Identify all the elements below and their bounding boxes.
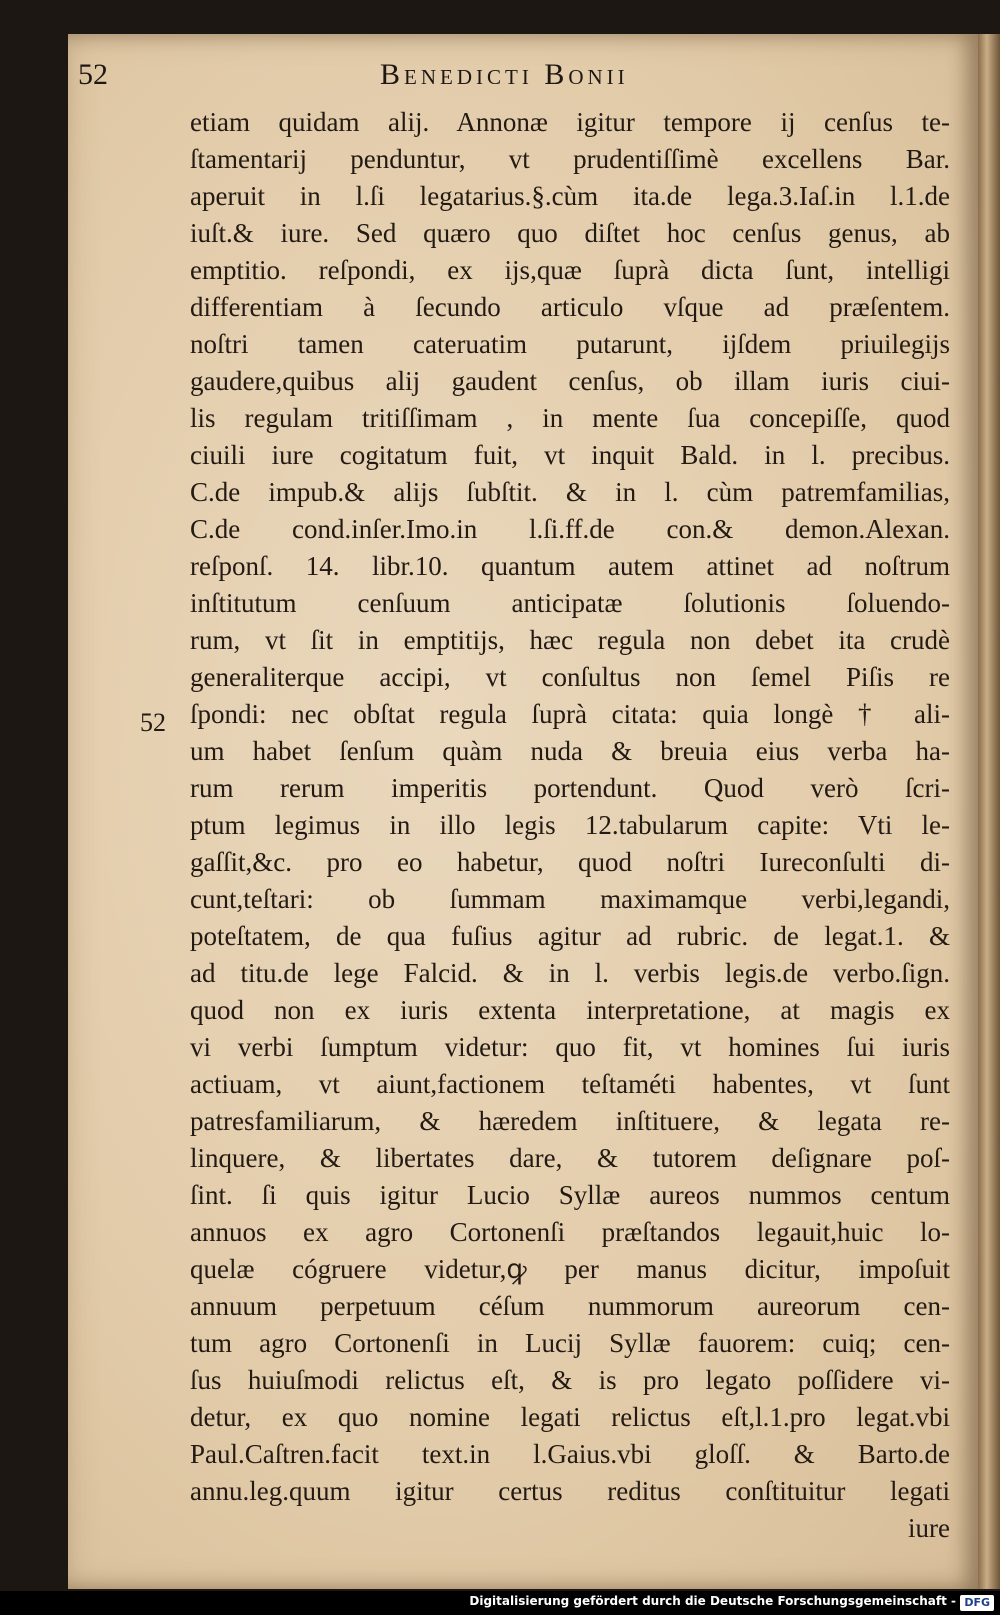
text-line: quelæ cógruere videtur,ꝙ per manus dicitur, impoſuit <box>190 1254 950 1284</box>
text-line: ad titu.de lege Falcid. & in l. verbis legis.de verbo.ſign. <box>190 958 950 988</box>
text-line: reſponſ. 14. libr.10. quantum autem attinet ad noſtrum <box>190 551 950 581</box>
text-line: linquere, & libertates dare, & tutorem deſignare poſ- <box>190 1143 950 1173</box>
page-header <box>0 58 1000 102</box>
text-line: differentiam à ſecundo articulo vſque ad præſentem. <box>190 292 950 322</box>
text-line: ſtamentarij penduntur, vt prudentiſſimè excellens Bar. <box>190 144 950 174</box>
text-line: quod non ex iuris extenta interpretatione, at magis ex <box>190 995 950 1025</box>
text-line: generaliterque accipi, vt conſultus non ſemel Piſis re <box>190 662 950 692</box>
text-line: inſtitutum cenſuum anticipatæ ſolutionis ſoluendo- <box>190 588 950 618</box>
text-line: emptitio. reſpondi, ex ijs,quæ ſuprà dicta ſunt, intelligi <box>190 255 950 285</box>
text-line: ſpondi: nec obſtat regula ſuprà citata: quia longè † ali- <box>190 699 950 729</box>
catchword: iure <box>908 1513 950 1543</box>
text-line: detur, ex quo nomine legati relictus eſt,l.1.pro legat.vbi <box>190 1402 950 1432</box>
text-line: noſtri tamen cateruatim putarunt, ijſdem priuilegijs <box>190 329 950 359</box>
text-line: annuum perpetuum céſum nummorum aureorum cen- <box>190 1291 950 1321</box>
text-line: etiam quidam alij. Annonæ igitur tempore ij cenſus te- <box>190 107 950 137</box>
running-title: Benedicti Bonii <box>380 58 629 91</box>
text-line: lis regulam tritiſſimam , in mente ſua concepiſſe, quod <box>190 403 950 433</box>
text-line: iuſt.& iure. Sed quæro quo diſtet hoc cenſus genus, ab <box>190 218 950 248</box>
page-edge <box>978 34 1000 1589</box>
text-line: ſus huiuſmodi relictus eſt, & is pro legato poſſidere vi- <box>190 1365 950 1395</box>
text-line: um habet ſenſum quàm nuda & breuia eius verba ha- <box>190 736 950 766</box>
body-text <box>190 104 950 1547</box>
text-line: annu.leg.quum igitur certus reditus conſtituitur legati <box>190 1476 950 1506</box>
funding-credit: Digitalisierung gefördert durch die Deutsche Forschungsgemeinschaft - <box>469 1594 956 1608</box>
footer-bar <box>0 1591 1000 1615</box>
text-line: C.de cond.inſer.Imo.in l.ſi.ff.de con.& demon.Alexan. <box>190 514 950 544</box>
text-line: annuos ex agro Cortonenſi præſtandos legauit,huic lo- <box>190 1217 950 1247</box>
text-line: aperuit in l.ſi legatarius.§.cùm ita.de lega.3.Iaſ.in l.1.de <box>190 181 950 211</box>
dfg-logo: DFG <box>960 1595 994 1611</box>
margin-note: 52 <box>140 708 166 737</box>
text-line: ptum legimus in illo legis 12.tabularum capite: Vti le- <box>190 810 950 840</box>
text-line: C.de impub.& alijs ſubſtit. & in l. cùm patremfamilias, <box>190 477 950 507</box>
folio-number: 52 <box>78 58 108 91</box>
text-line: rum rerum imperitis portendunt. Quod verò ſcri- <box>190 773 950 803</box>
text-line: rum, vt ſit in emptitijs, hæc regula non debet ita crudè <box>190 625 950 655</box>
text-line: ciuili iure cogitatum fuit, vt inquit Bald. in l. precibus. <box>190 440 950 470</box>
text-line: patresfamiliarum, & hæredem inſtituere, & legata re- <box>190 1106 950 1136</box>
text-line: vi verbi ſumptum videtur: quo fit, vt homines ſui iuris <box>190 1032 950 1062</box>
text-line: poteſtatem, de qua fuſius agitur ad rubric. de legat.1. & <box>190 921 950 951</box>
text-line: gaudere,quibus alij gaudent cenſus, ob illam iuris ciui- <box>190 366 950 396</box>
text-line: actiuam, vt aiunt,factionem teſtaméti habentes, vt ſunt <box>190 1069 950 1099</box>
text-line: tum agro Cortonenſi in Lucij Syllæ fauorem: cuiq; cen- <box>190 1328 950 1358</box>
text-line: Paul.Caſtren.facit text.in l.Gaius.vbi gloſſ. & Barto.de <box>190 1439 950 1469</box>
text-line: ſint. ſi quis igitur Lucio Syllæ aureos nummos centum <box>190 1180 950 1210</box>
text-line: cunt,teſtari: ob ſummam maximamque verbi,legandi, <box>190 884 950 914</box>
text-line: gaſſit,&c. pro eo habetur, quod noſtri Iureconſulti di- <box>190 847 950 877</box>
